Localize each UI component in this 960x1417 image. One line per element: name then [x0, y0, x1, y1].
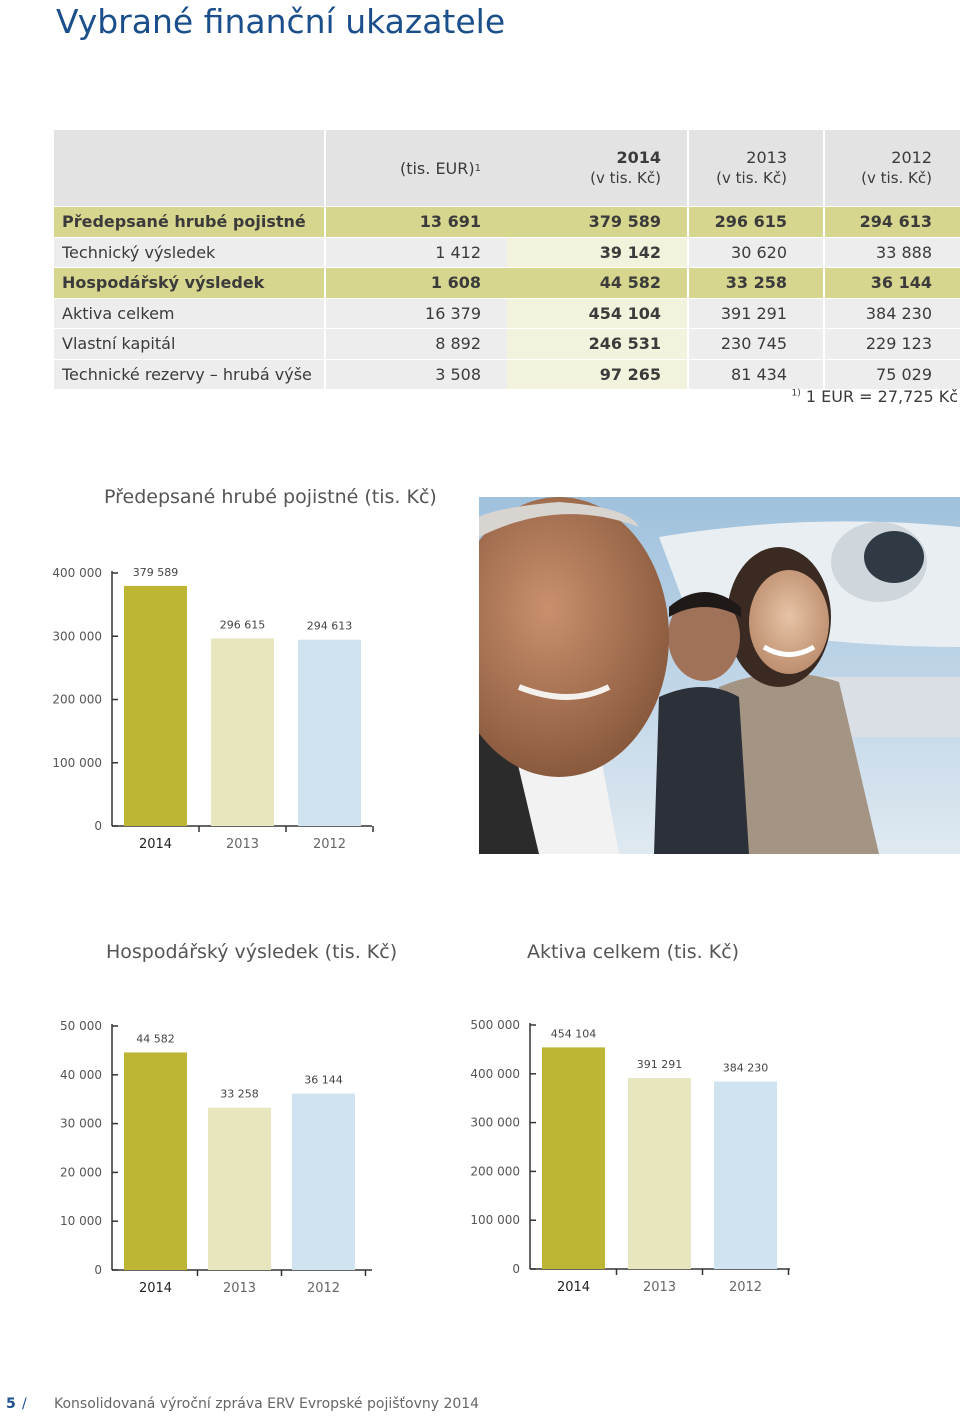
y-tick-label: 400 000 [470, 1066, 520, 1081]
x-tick-label: 2012 [728, 1280, 763, 1295]
table-row [54, 299, 960, 330]
bar-2013 [628, 1078, 691, 1269]
y-tick-label: 400 000 [52, 566, 102, 580]
row-2012-value: 384 230 [825, 299, 960, 329]
y-tick-label: 500 000 [470, 1018, 520, 1032]
bar-value-label: 391 291 [636, 1058, 683, 1072]
row-eur-value: 16 379 [326, 299, 507, 329]
footnote-text: 1 EUR = 27,725 Kč [805, 387, 958, 406]
header-2014-unit: (v tis. Kč) [590, 169, 661, 187]
bar-2013 [211, 638, 274, 826]
row-2014-value: 454 104 [507, 299, 687, 329]
row-2012-value: 229 123 [825, 329, 960, 359]
row-2012-value: 294 613 [825, 207, 960, 237]
row-label: Vlastní kapitál [54, 329, 324, 359]
page-title: Vybrané finanční ukazatele [56, 2, 506, 41]
bar-value-label: 294 613 [306, 619, 353, 633]
table-row [54, 268, 960, 299]
y-tick-label: 200 000 [52, 692, 102, 707]
row-2012-value: 33 888 [825, 238, 960, 268]
bar-value-label: 36 144 [304, 1073, 343, 1087]
x-tick-label: 2012 [312, 837, 347, 852]
bar-value-label: 379 589 [132, 565, 179, 579]
bar-value-label: 44 582 [136, 1032, 175, 1046]
y-tick-label: 0 [94, 1263, 102, 1277]
bar-2014 [124, 586, 187, 826]
y-tick-label: 40 000 [60, 1067, 102, 1082]
bar-value-label: 33 258 [220, 1087, 259, 1101]
y-tick-label: 30 000 [60, 1116, 102, 1131]
row-2014-value: 97 265 [507, 360, 687, 390]
x-tick-label: 2013 [642, 1280, 677, 1295]
table-row [54, 329, 960, 360]
y-tick-label: 20 000 [60, 1165, 102, 1180]
header-2013-unit: (v tis. Kč) [716, 169, 787, 187]
y-tick-label: 50 000 [60, 1019, 102, 1033]
y-tick-label: 0 [512, 1262, 520, 1276]
header-2012-unit: (v tis. Kč) [861, 169, 932, 187]
header-2013-year: 2013 [746, 148, 787, 167]
row-2014-value: 44 582 [507, 268, 687, 298]
row-2013-value: 30 620 [689, 238, 823, 268]
header-2012-cell [825, 130, 960, 206]
y-tick-label: 300 000 [52, 629, 102, 644]
bar-2012 [292, 1094, 355, 1270]
header-eur-label: (tis. EUR) [399, 158, 475, 178]
y-tick-label: 200 000 [470, 1164, 520, 1179]
header-label-cell [54, 130, 324, 206]
bar-2014 [124, 1052, 187, 1270]
chart-title-premiums: Předepsané hrubé pojistné (tis. Kč) [104, 486, 437, 508]
y-tick-label: 100 000 [52, 755, 102, 770]
photo-illustration [479, 497, 960, 854]
table-row [54, 360, 960, 391]
footer-text: Konsolidovaná výroční zpráva ERV Evropské pojišťovny 2014 [54, 1396, 480, 1412]
bar-2014 [542, 1047, 605, 1269]
row-2012-value: 36 144 [825, 268, 960, 298]
x-tick-label: 2014 [138, 837, 173, 852]
page-number: 5 [6, 1396, 16, 1412]
row-label: Technický výsledek [54, 238, 324, 268]
y-tick-label: 0 [94, 819, 102, 833]
footnote-mark: 1) [791, 388, 801, 399]
header-2014-cell [507, 130, 687, 206]
row-2014-value: 39 142 [507, 238, 687, 268]
footer-separator: / [22, 1396, 27, 1412]
header-2014-year: 2014 [616, 148, 661, 167]
row-2012-value: 75 029 [825, 360, 960, 390]
row-eur-value: 8 892 [326, 329, 507, 359]
x-tick-label: 2014 [138, 1281, 173, 1296]
header-eur-footnote-mark: 1 [474, 162, 481, 174]
x-tick-label: 2013 [225, 837, 260, 852]
chart-title-assets: Aktiva celkem (tis. Kč) [527, 941, 740, 963]
row-2013-value: 230 745 [689, 329, 823, 359]
table-row [54, 207, 960, 238]
row-2013-value: 391 291 [689, 299, 823, 329]
financial-indicators-table [54, 130, 960, 390]
header-2013-cell [689, 130, 823, 206]
row-label: Aktiva celkem [54, 299, 324, 329]
row-eur-value: 1 412 [326, 238, 507, 268]
y-tick-label: 100 000 [470, 1213, 520, 1228]
row-2013-value: 296 615 [689, 207, 823, 237]
row-2014-value: 379 589 [507, 207, 687, 237]
bar-2013 [208, 1108, 271, 1270]
row-label: Předepsané hrubé pojistné [54, 207, 324, 237]
header-eur-cell [326, 130, 507, 206]
table-row [54, 238, 960, 269]
row-2013-value: 33 258 [689, 268, 823, 298]
chart-title-profit: Hospodářský výsledek (tis. Kč) [106, 941, 398, 963]
assets-bar-chart [420, 1000, 840, 1305]
x-tick-label: 2014 [556, 1280, 591, 1295]
bar-2012 [714, 1081, 777, 1269]
row-eur-value: 3 508 [326, 360, 507, 390]
row-label: Technické rezervy – hrubá výše [54, 360, 324, 390]
bar-value-label: 296 615 [219, 618, 266, 632]
premiums-bar-chart [0, 540, 420, 870]
bar-value-label: 384 230 [722, 1061, 769, 1075]
y-tick-label: 10 000 [60, 1214, 102, 1229]
profit-bar-chart [0, 1000, 420, 1305]
row-2014-value: 246 531 [507, 329, 687, 359]
page-footer [0, 1396, 960, 1417]
y-tick-label: 300 000 [470, 1115, 520, 1130]
x-tick-label: 2012 [306, 1281, 341, 1296]
row-2013-value: 81 434 [689, 360, 823, 390]
header-2012-year: 2012 [891, 148, 932, 167]
row-label: Hospodářský výsledek [54, 268, 324, 298]
business-people-photo [479, 497, 960, 854]
row-eur-value: 13 691 [326, 207, 507, 237]
table-header-row [54, 130, 960, 207]
bar-2012 [298, 640, 361, 826]
exchange-rate-footnote [792, 387, 958, 406]
bar-value-label: 454 104 [550, 1027, 597, 1041]
x-tick-label: 2013 [222, 1281, 257, 1296]
row-eur-value: 1 608 [326, 268, 507, 298]
